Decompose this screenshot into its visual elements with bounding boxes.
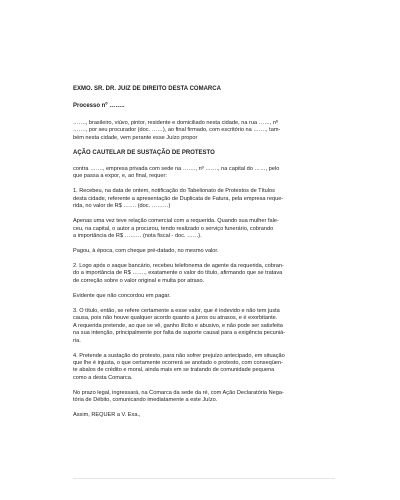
text-line: tória de Débito, comunicando imediatamente a este Juízo. (73, 397, 218, 404)
document-body (73, 86, 335, 427)
process-number: Processo nº …….. (73, 103, 125, 110)
text-line: Apenas uma vez teve relação comercial com a requerida. Quando sua mulher fale- (73, 218, 279, 225)
text-line: 3. O título, então, se refere certamente a esse valor, que é indevido e não tem justa (73, 307, 280, 314)
text-line: A requerida pretende, ao que se vê, ganho ilícito e abusivo, e não pode ser satisfeita (73, 322, 283, 329)
text-line: que lhe é injusta, o que certamente ocorrerá se anotado o protesto, com conseqüen- (73, 359, 283, 366)
contra-paragraph (73, 166, 335, 181)
text-line: como a desta Comarca. (73, 374, 133, 381)
text-line: No prazo legal, ingressará, na Comarca da sede da ré, com Ação Declaratória Nega- (73, 389, 284, 396)
text-line: 1. Recebeu, na data de ontem, notificação do Tabelionato de Protestos de Títulos (73, 188, 275, 195)
text-line: 2. Logo após o saque bancário, recebeu telefonema de agente da requerida, cobran- (73, 263, 284, 270)
text-line: 4. Pretende a sustação do protesto, para não sofrer prejuízo antecipado, em situação (73, 352, 285, 359)
text-line: que passa a expor, e, ao final, requer: (73, 173, 167, 180)
text-line: bém nesta cidade, vem perante esse Juízo propor (73, 134, 198, 141)
text-line: Assim, REQUER a V. Exa., (73, 412, 141, 419)
text-line: causa, pois não houve qualquer acordo quanto a juros ou atrasos, e é exorbitante. (73, 315, 278, 322)
text-line: ……., por seu procurador (doc. ……), ao final firmado, com escritório na ……., tam- (73, 127, 281, 134)
paragraph-4 (73, 353, 335, 383)
paragraph-2 (73, 263, 335, 285)
court-header: EXMO. SR. DR. JUIZ DE DIREITO DESTA COMARCA (73, 86, 221, 92)
text-line: desta cidade, referente a apresentação de Duplicata de Fatura, pela empresa reque- (73, 195, 284, 202)
text-line: ria. (73, 337, 81, 344)
prazo-paragraph (73, 390, 335, 405)
apenas-paragraph (73, 218, 335, 240)
intro-paragraph (73, 120, 335, 142)
text-line: ceu, na capital, o autor a procurou, tendo realizado o serviço funerário, cobrando (73, 225, 274, 232)
assim-paragraph (73, 412, 335, 419)
paragraph-3 (73, 308, 335, 345)
text-line: contra ……., empresa privada com sede na ……., nº ……., na capital do ……, pelo (73, 166, 280, 173)
text-line: de correção sobre o valor original e multa por atraso. (73, 277, 205, 284)
evidente-paragraph (73, 293, 335, 300)
text-line: Pagou, à época, com cheque pré-datado, no mesmo valor. (73, 248, 219, 255)
bottom-divider (73, 478, 335, 479)
text-line: Evidente que não concordou em pagar. (73, 292, 171, 299)
paragraph-1 (73, 188, 335, 210)
text-line: a importância de R$ ……… (nota fiscal - doc. ……). (73, 233, 202, 240)
text-line: ……., brasileiro, viúvo, pintor, residente e domiciliado nesta cidade, na rua ……, nº (73, 119, 279, 126)
text-line: na sua intenção, principalmente por falta de suporte causal para a exigência pecuniá- (73, 330, 286, 337)
text-line: te abalos de crédito e moral, ainda mais em se tratando de comunidade pequena (73, 367, 275, 374)
text-line: do a importância de R$ ……., exatamente o valor do título, afirmando que se tratava (73, 270, 283, 277)
text-line: rida, no valor de R$ ……. (doc. ………) (73, 203, 171, 210)
action-title: AÇÃO CAUTELAR DE SUSTAÇÃO DE PROTESTO (73, 149, 215, 156)
pagou-paragraph (73, 248, 335, 255)
